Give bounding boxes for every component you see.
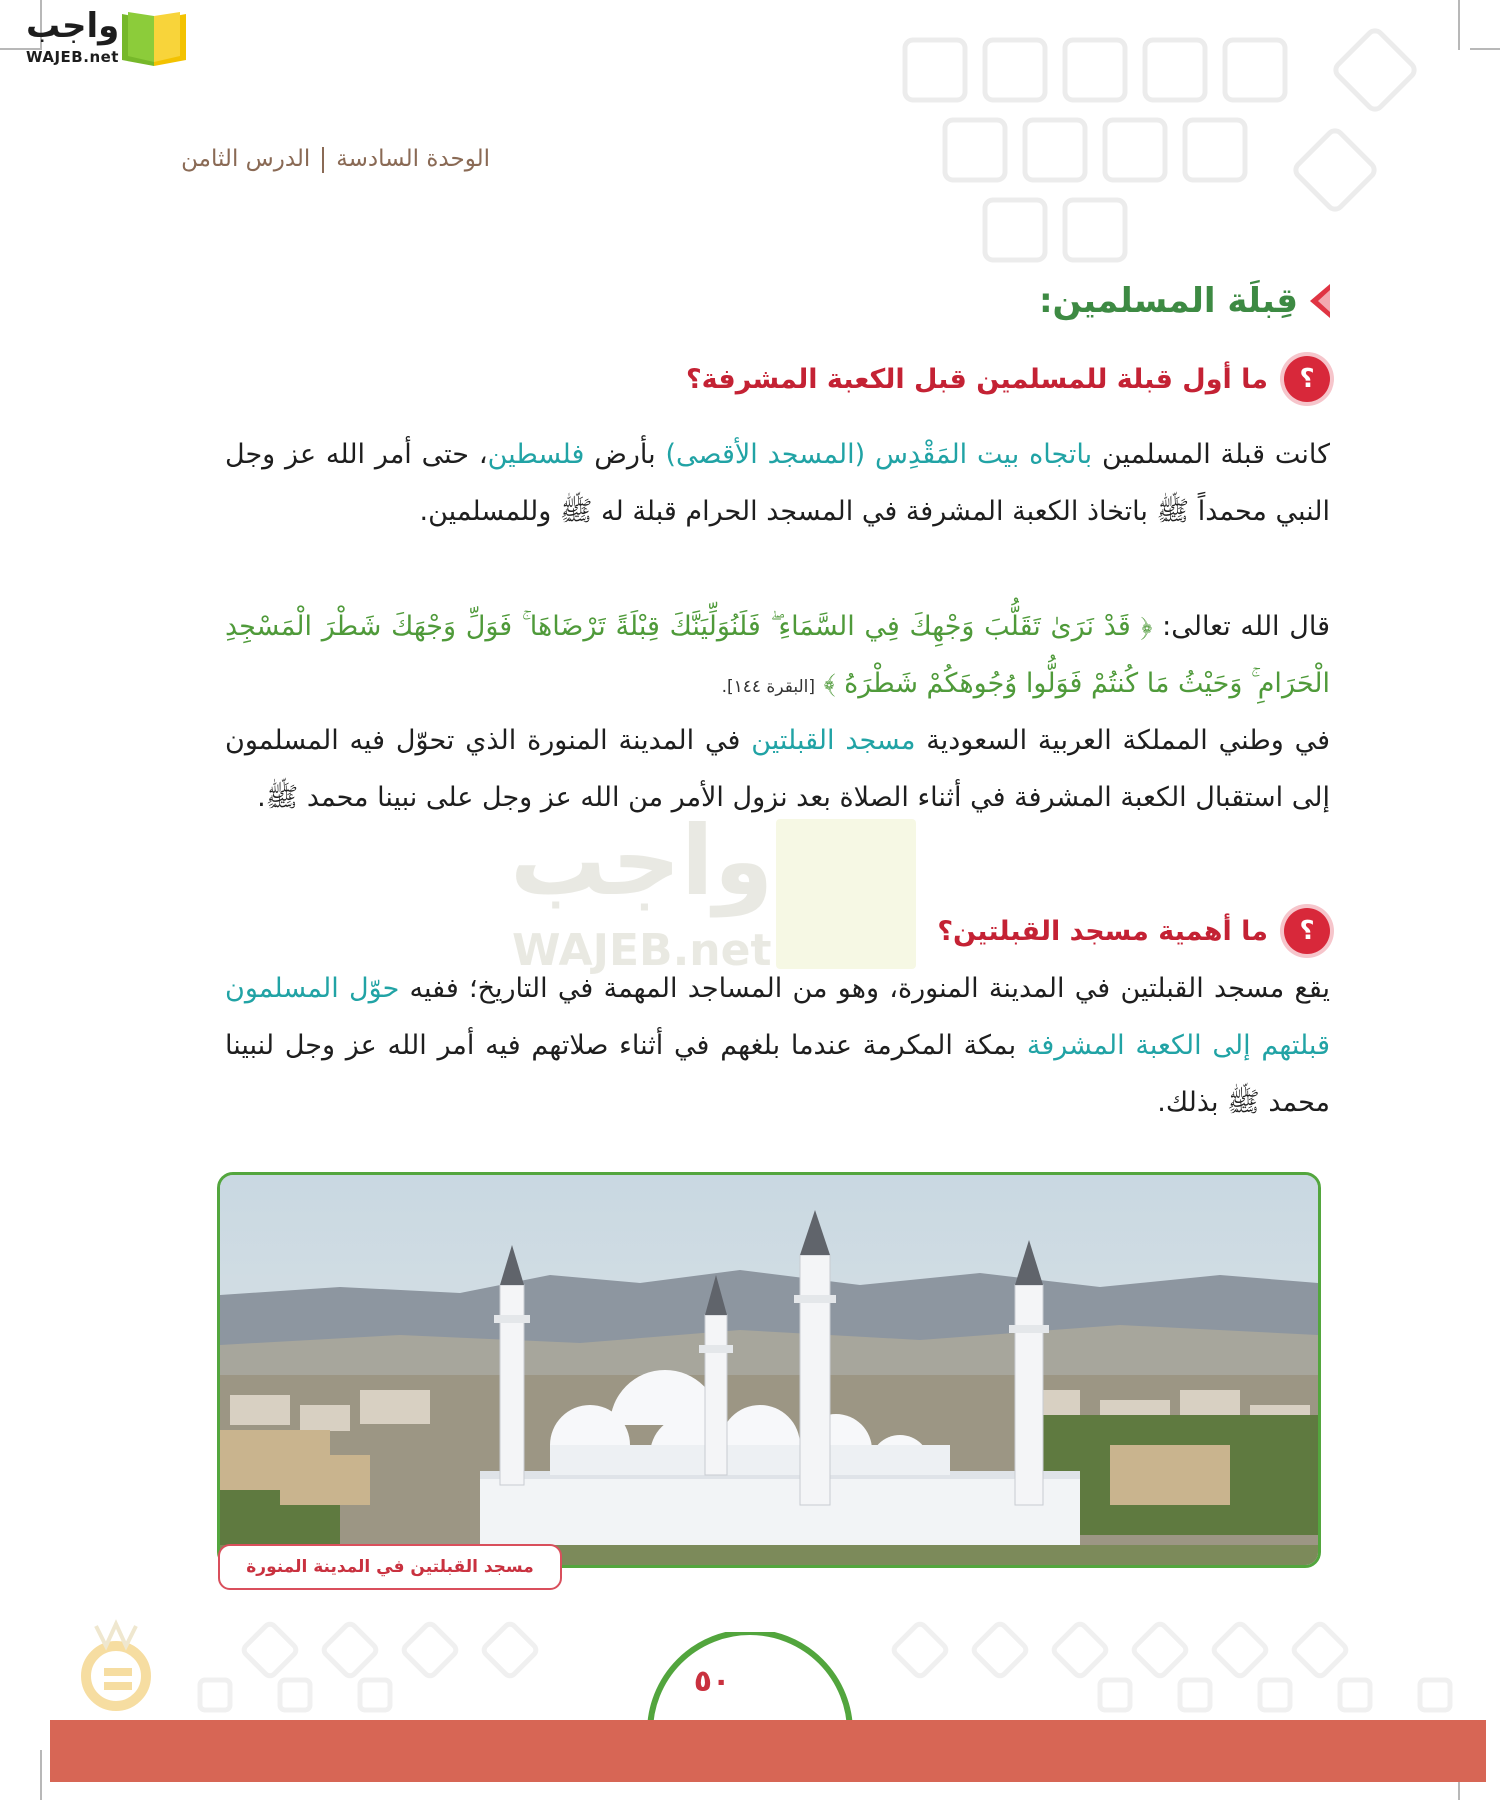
lesson-label: الدرس الثامن: [181, 146, 311, 172]
section-heading: قِبلَة المسلمين:: [1038, 281, 1298, 321]
question-mark-icon: ؟: [1284, 356, 1330, 402]
unit-lesson-header: [181, 146, 490, 173]
watermark-book-icon: [776, 819, 916, 969]
qiblatain-mosque-photo: [217, 1172, 1321, 1568]
unit-label: الوحدة السادسة: [336, 146, 490, 172]
header-divider: [322, 147, 324, 173]
para2-text-2: في المدينة المنورة الذي تحوّل فيه المسلمون إلى استقبال الكعبة المشرفة في أثناء الصلاة بعد نزول الأمر من الله عز وجل على نبينا محمد ﷺ.: [225, 725, 1330, 813]
para3-highlight-qibla-change: حوّل المسلمون قبلتهم إلى الكعبة المشرفة: [225, 973, 1330, 1061]
wajeb-logo[interactable]: [12, 6, 192, 70]
question-2-text: ما أهمية مسجد القبلتين؟: [937, 915, 1268, 947]
question-2: [937, 908, 1330, 954]
section-title: [1039, 276, 1330, 326]
question-1-text: ما أول قبلة للمسلمين قبل الكعبة المشرفة؟: [685, 363, 1268, 395]
verse-intro: قال الله تعالى:: [1152, 611, 1331, 642]
para1-text-1: كانت قبلة المسلمين: [1092, 439, 1330, 470]
question-1: [686, 356, 1330, 402]
watermark-arabic: واجب: [510, 805, 774, 917]
ministry-logo-icon: [76, 1616, 156, 1726]
photo-caption: مسجد القبلتين في المدينة المنورة: [218, 1544, 562, 1590]
logo-latin: WAJEB.net: [26, 48, 119, 66]
para3-text-1: يقع مسجد القبلتين في المدينة المنورة، وهو من المساجد المهمة في التاريخ؛ ففيه: [399, 973, 1330, 1004]
paragraph-first-qibla: [225, 426, 1330, 540]
paragraph-importance: [225, 960, 1330, 1131]
para1-highlight-jerusalem: باتجاه بيت المَقْدِس (المسجد الأقصى): [665, 439, 1093, 470]
verse-reference: [البقرة ١٤٤].: [721, 677, 815, 697]
book-icon: [116, 10, 192, 68]
footer-bar: [50, 1720, 1486, 1782]
page-number-arc: [640, 1632, 860, 1732]
logo-arabic: واجب: [26, 6, 120, 46]
mosque-illustration: [220, 1175, 1318, 1565]
para2-highlight-mosque: مسجد القبلتين: [751, 725, 916, 756]
para1-highlight-palestine: فلسطين: [487, 439, 585, 470]
para1-text-3: ، حتى أمر الله عز وجل النبي محمداً ﷺ باتخاذ الكعبة المشرفة في المسجد الحرام قبلة له ﷺ وللمسلمين.: [225, 439, 1330, 527]
chevron-left-icon: [1310, 284, 1330, 318]
para1-text-2: بأرض: [584, 439, 666, 470]
verse-text: ﴿ قَدْ نَرَىٰ تَقَلُّبَ وَجْهِكَ فِي السَّمَاءِ ۖ فَلَنُوَلِّيَنَّكَ قِبْلَةً تَرْضَاهَا ۚ فَوَلِّ وَجْهَكَ شَطْرَ الْمَسْجِدِ الْحَرَامِ ۚ وَحَيْثُ مَا كُنتُمْ فَوَلُّوا وُجُوهَكُمْ شَطْرَهُ ﴾: [225, 611, 1330, 699]
para2-text-1: في وطني المملكة العربية السعودية: [915, 725, 1330, 756]
question-mark-icon: ؟: [1284, 908, 1330, 954]
page-number: ٥٠: [693, 1664, 731, 1699]
para3-text-2: بمكة المكرمة عندما بلغهم في أثناء صلاتهم فيه أمر الله عز وجل لنبينا محمد ﷺ بذلك.: [225, 1030, 1330, 1118]
watermark-latin: WAJEB.net: [512, 925, 772, 976]
quran-verse: [225, 598, 1330, 716]
